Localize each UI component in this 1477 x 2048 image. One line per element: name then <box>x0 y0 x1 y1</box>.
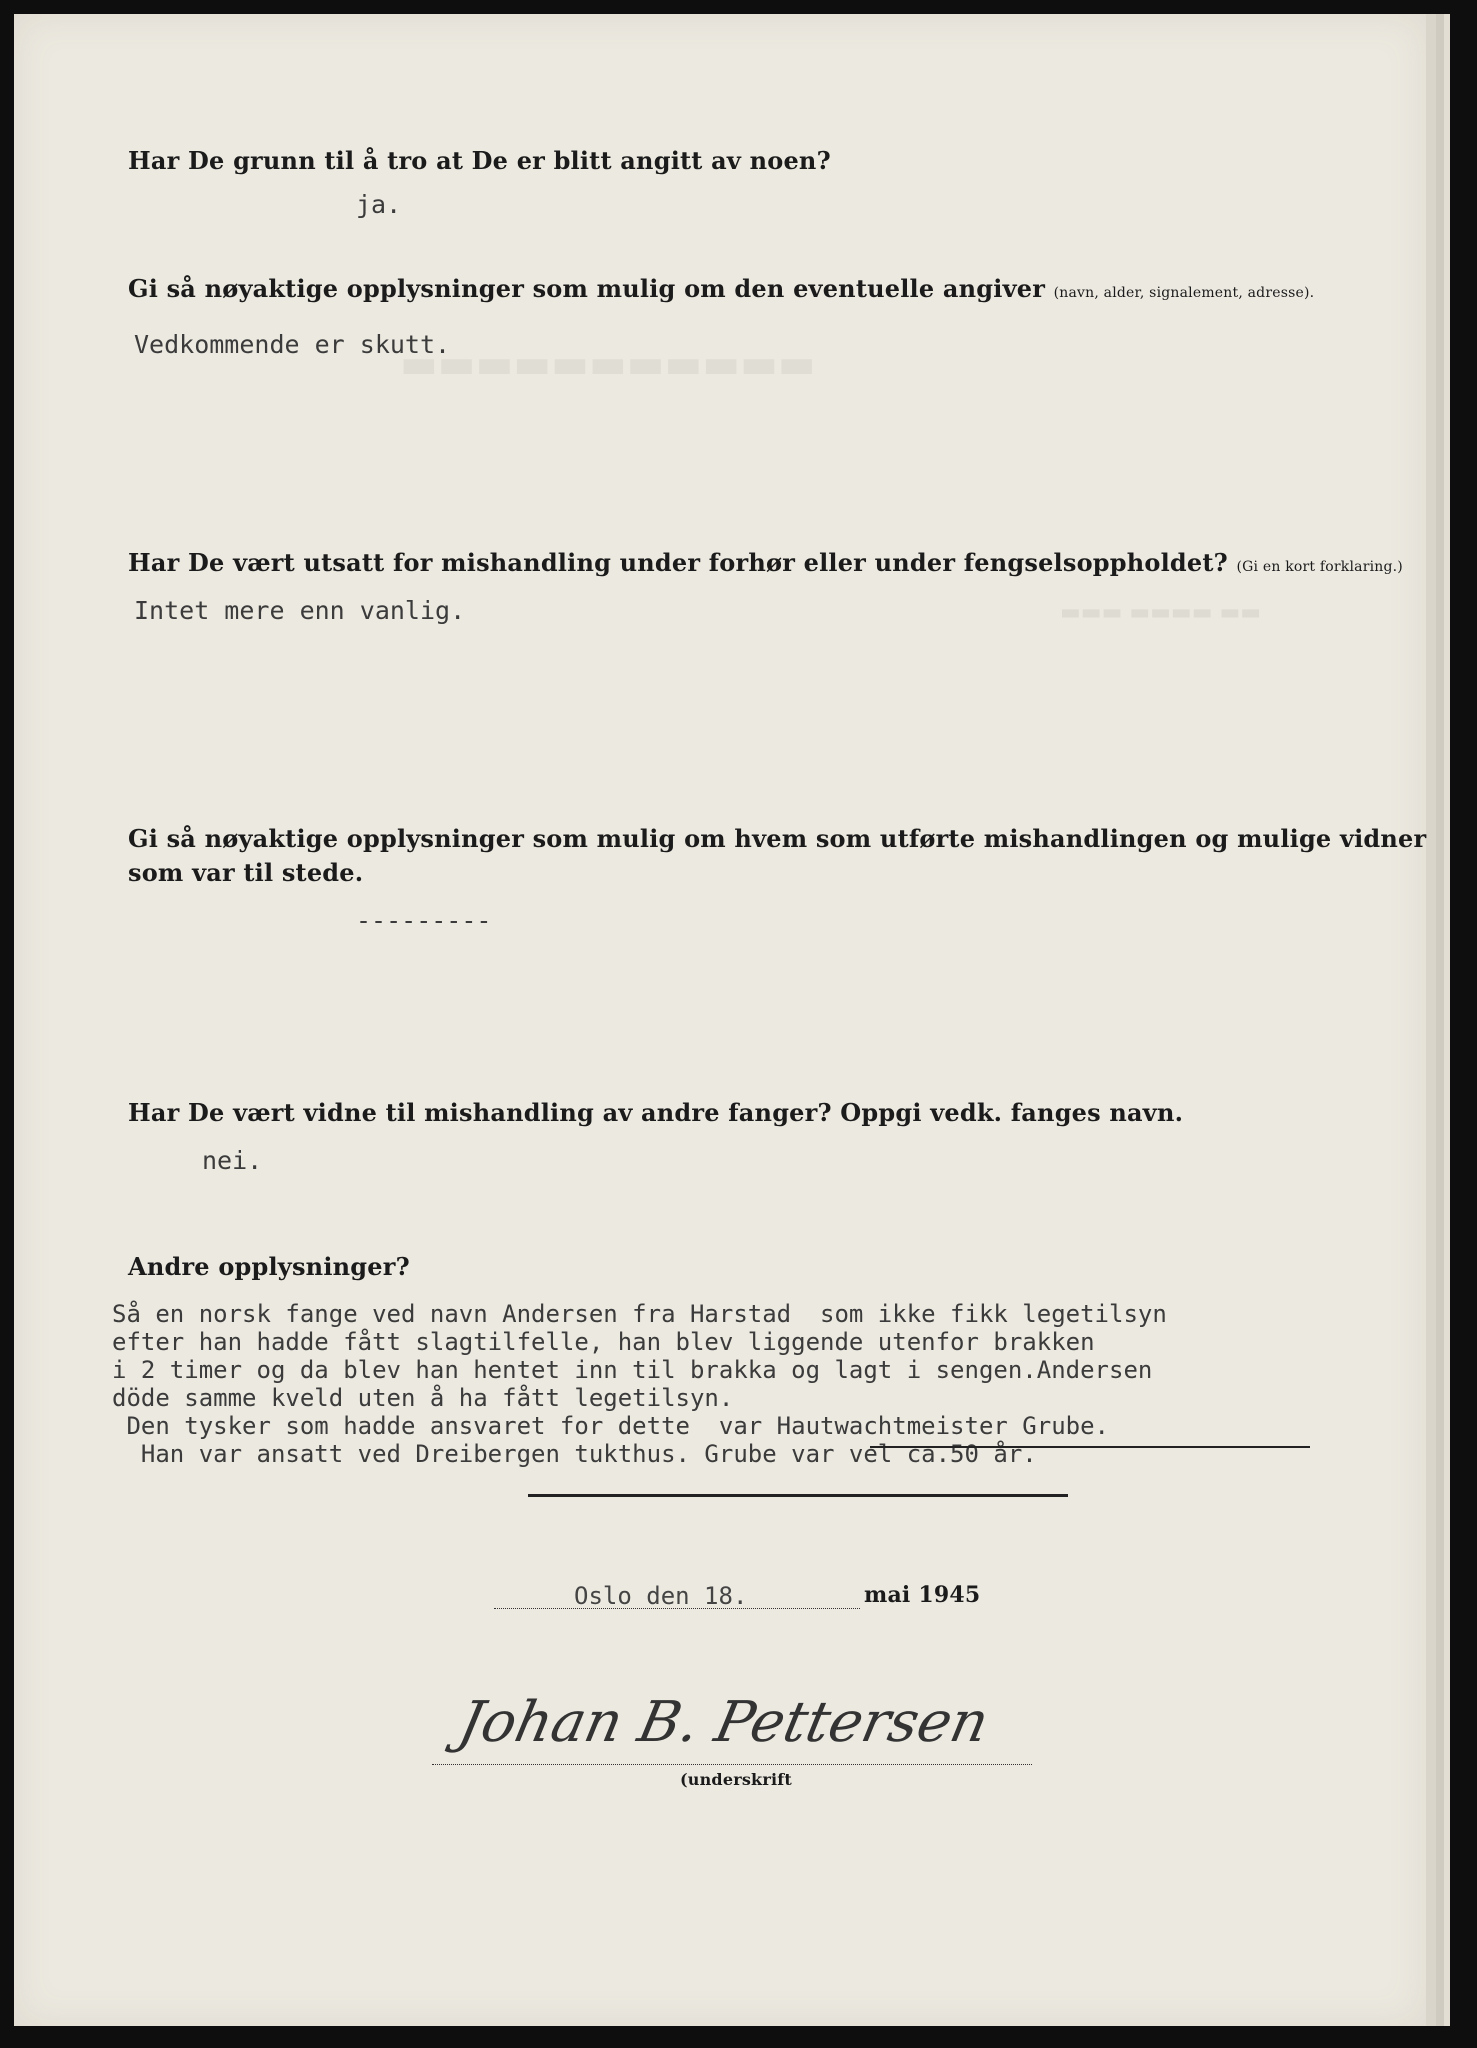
answer-witness: nei. <box>202 1146 263 1175</box>
answer-line: i 2 timer og da blev han hentet inn til brakka og lagt i sengen.Andersen <box>112 1356 1153 1384</box>
answer-line: döde samme kveld uten å ha fått legetilsyn. <box>112 1384 734 1412</box>
question-perpetrators-line1: Gi så nøyaktige opplysninger som mulig om hvem som utførte mishandlingen og mulige vidner <box>128 824 1427 853</box>
closing-rule <box>528 1494 1068 1497</box>
answer-other-info <box>112 1300 1167 1468</box>
question-perpetrators-line2: som var til stede. <box>128 858 364 887</box>
question-mistreatment <box>128 548 1403 577</box>
question-denounced: Har De grunn til å tro at De er blitt angitt av noen? <box>128 146 831 175</box>
month-year: mai 1945 <box>864 1582 981 1608</box>
answer-mistreatment: Intet mere enn vanlig. <box>134 596 466 625</box>
bleed-through-text: ▬▬▬▬▬▬▬▬▬▬▬ <box>400 340 816 387</box>
question-informer-text: Gi så nøyaktige opplysninger som mulig om den eventuelle angiver <box>128 274 1046 303</box>
signature-dotted-line <box>432 1764 1032 1765</box>
answer-line: Så en norsk fange ved navn Andersen fra Harstad som ikke fikk legetilsyn <box>112 1300 1167 1328</box>
answer-line: Han var ansatt ved Dreibergen tukthus. Grube var vel ca.50 år. <box>112 1440 1037 1468</box>
page-edge <box>1444 14 1450 2026</box>
answer-denounced: ja. <box>356 190 402 219</box>
answer-line: Den tysker som hadde ansvaret for dette var Hautwachtmeister Grube. <box>112 1412 1109 1440</box>
page-edge <box>1426 14 1436 2026</box>
answer-line: efter han hadde fått slagtilfelle, han blev liggende utenfor brakken <box>112 1328 1095 1356</box>
question-mistreatment-text: Har De vært utsatt for mishandling under forhør eller under fengselsoppholdet? <box>128 548 1228 577</box>
question-witness: Har De vært vidne til mishandling av andre fanger? Oppgi vedk. fanges navn. <box>128 1098 1184 1127</box>
place-date: Oslo den 18. <box>574 1582 748 1610</box>
answer-perpetrators: --------- <box>356 906 492 935</box>
answer-informer: Vedkommende er skutt. <box>134 330 451 359</box>
page-edge <box>1436 14 1444 2026</box>
signature-label: (underskrift <box>680 1770 792 1789</box>
bleed-through-text: ▬▬▬ ▬▬▬▬ ▬▬ <box>1060 600 1262 625</box>
question-mistreatment-hint: (Gi en kort forklaring.) <box>1236 559 1403 575</box>
signature: Johan B. Pettersen <box>453 1690 995 1755</box>
question-informer-hint: (navn, alder, signalement, adresse). <box>1053 285 1315 301</box>
question-informer <box>128 274 1314 303</box>
underline-grube <box>870 1446 1310 1448</box>
question-other-info: Andre opplysninger? <box>128 1252 410 1281</box>
